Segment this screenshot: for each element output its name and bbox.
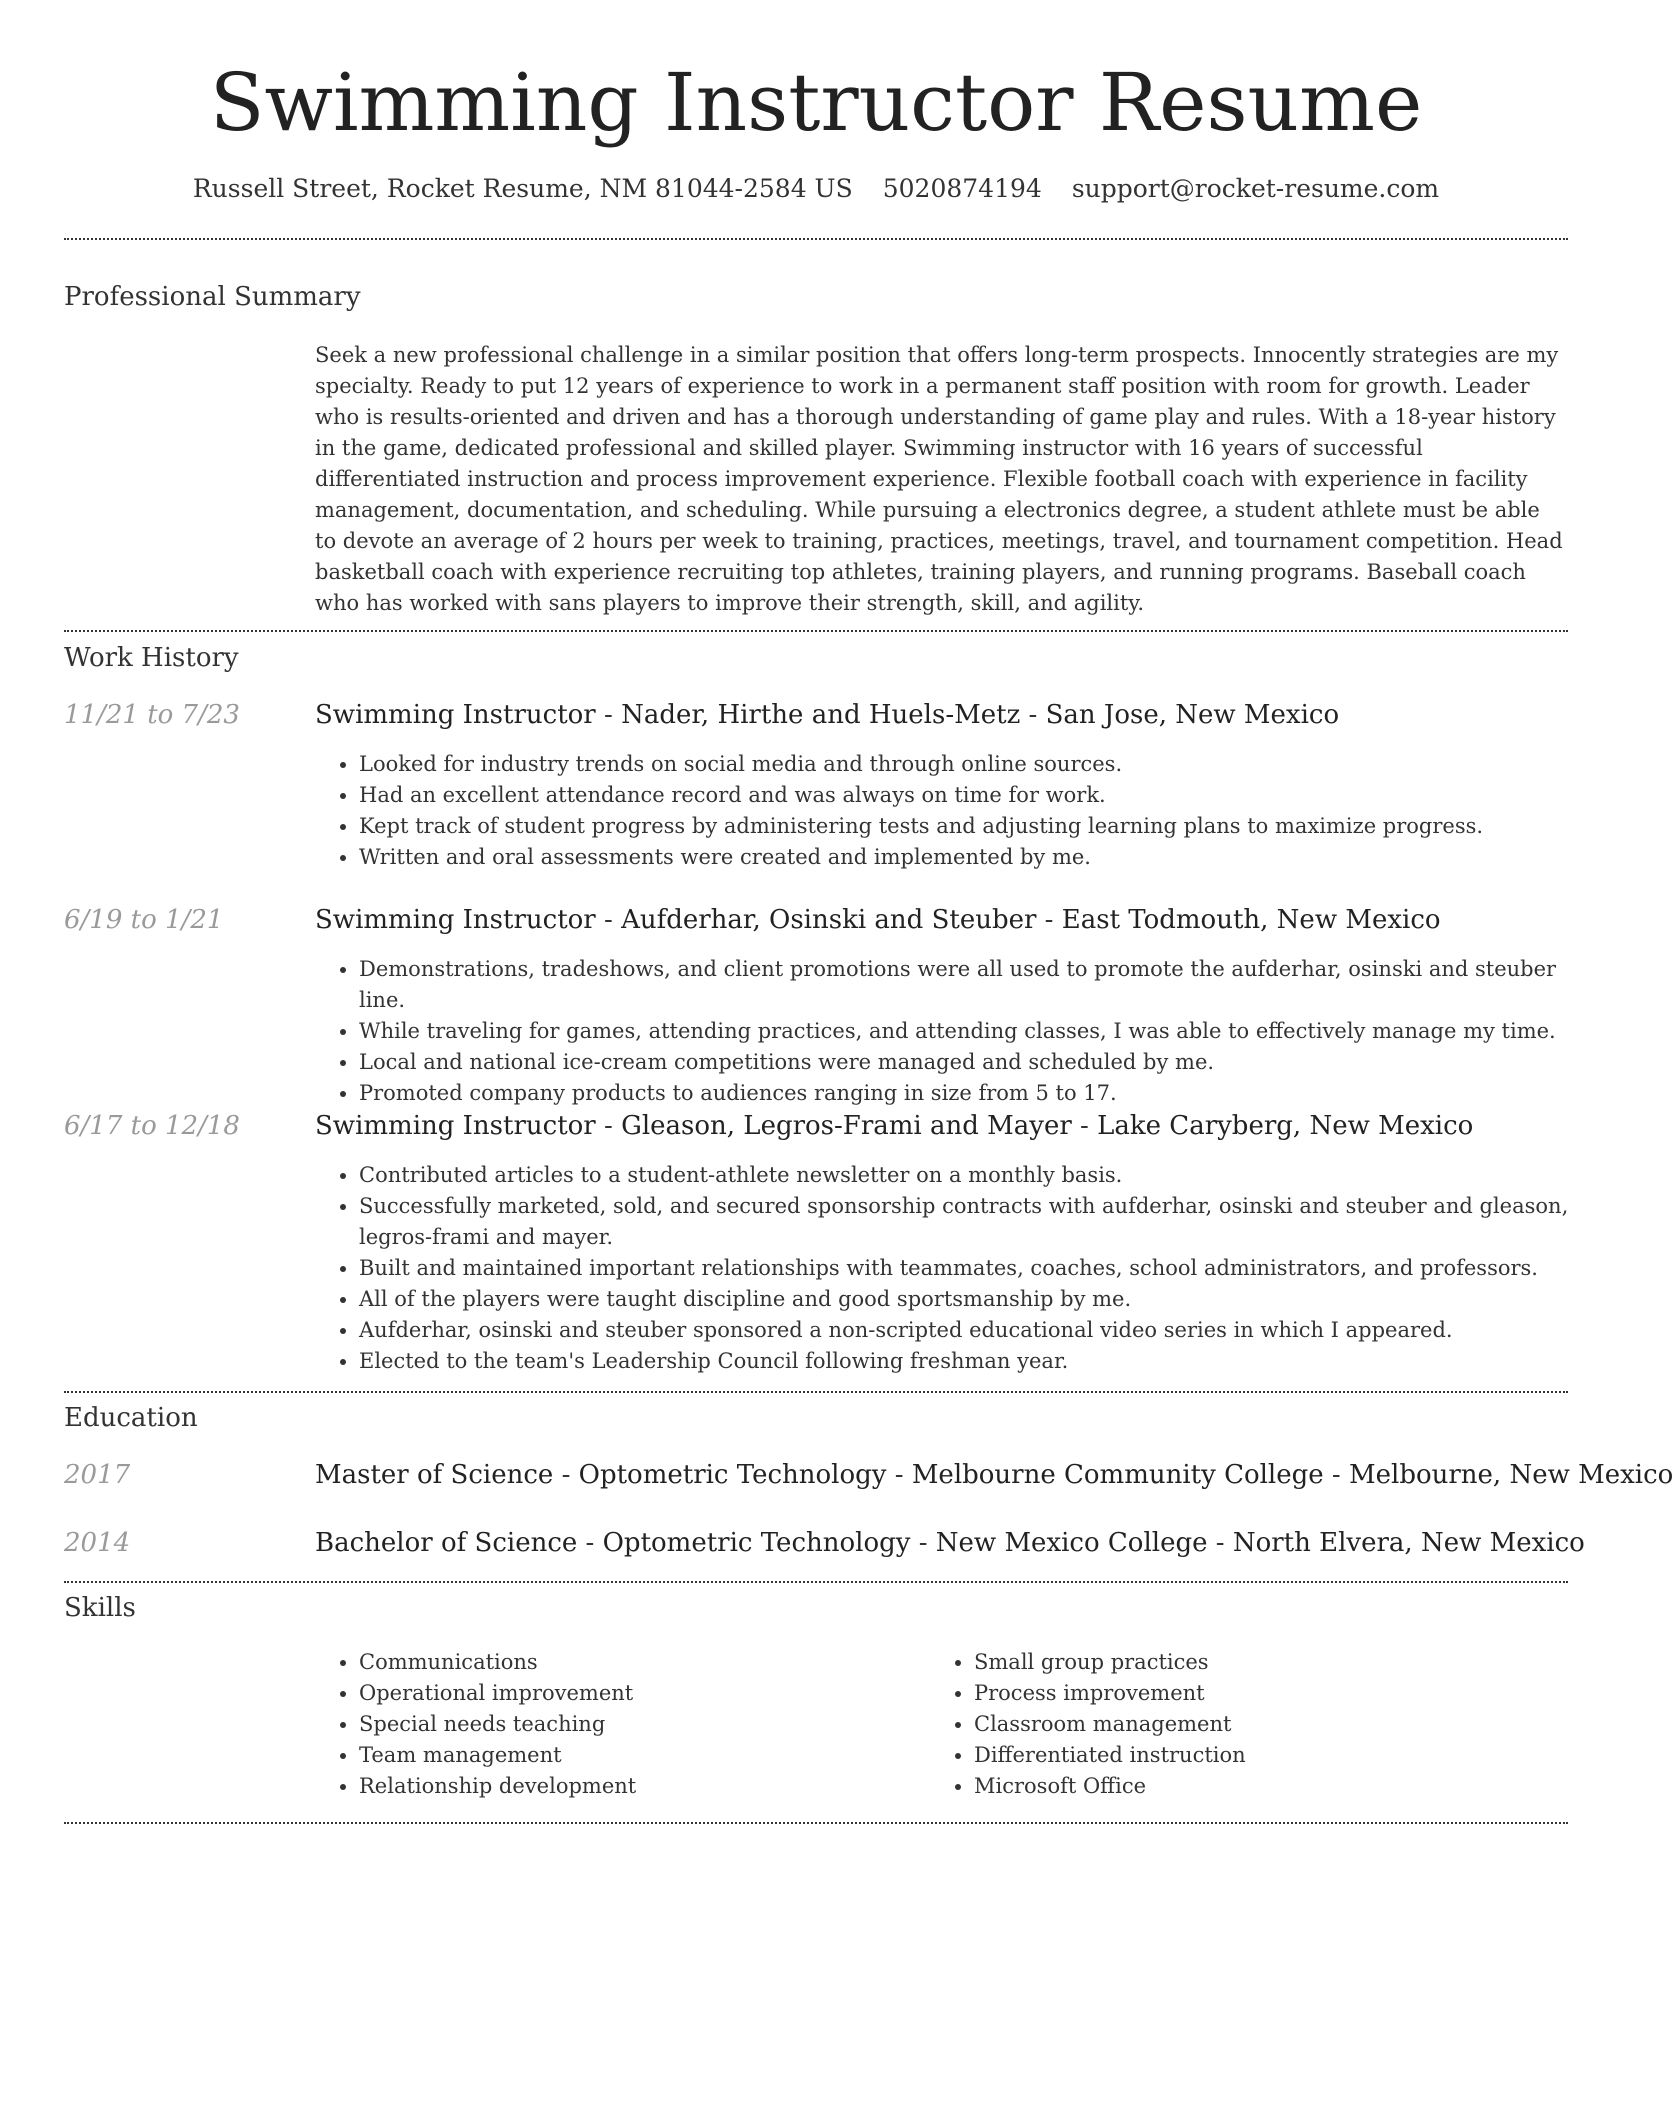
education-heading <box>315 1526 1585 1560</box>
list-item: • Successfully marketed, sold, and secured sponsorship contracts with aufderhar, osinski and steuber and gleason, legros-frami and mayer. <box>359 1191 1599 1253</box>
divider <box>64 1822 1568 1824</box>
list-item: • Looked for industry trends on social media and through online sources. <box>359 749 1599 780</box>
list-item: • Aufderhar, osinski and steuber sponsored a non-scripted educational video series in which I appeared. <box>359 1315 1599 1346</box>
education-location: Melbourne, New Mexico <box>1349 1460 1673 1490</box>
separator: - <box>910 1528 936 1558</box>
separator: - <box>595 1111 622 1141</box>
list-item: • Kept track of student progress by administering tests and adjusting learning plans to maximize progress. <box>359 811 1599 842</box>
job-title: Swimming Instructor <box>315 1111 596 1141</box>
job-location: East Todmouth, New Mexico <box>1061 905 1441 935</box>
skills-list-right <box>930 1647 1534 1802</box>
list-item: • Contributed articles to a student-athlete newsletter on a monthly basis. <box>359 1160 1599 1191</box>
job-dates: 6/19 to 1/21 <box>64 905 224 935</box>
job-company: Nader, Hirthe and Huels-Metz <box>621 700 1021 730</box>
separator: - <box>595 700 622 730</box>
education-heading <box>315 1458 1673 1492</box>
job-title: Swimming Instructor <box>315 700 596 730</box>
section-heading-education: Education <box>64 1403 198 1433</box>
separator: - <box>577 1528 603 1558</box>
job-bullets <box>315 1160 1599 1377</box>
job-dates: 11/21 to 7/23 <box>64 700 240 730</box>
skill-item: • Microsoft Office <box>974 1771 1534 1802</box>
skill-item: • Special needs teaching <box>359 1709 919 1740</box>
contact-address: Russell Street, Rocket Resume, NM 81044-2584 US <box>192 174 853 203</box>
skills-list-left <box>315 1647 919 1802</box>
list-item: • Had an excellent attendance record and was always on time for work. <box>359 780 1599 811</box>
list-item: • Demonstrations, tradeshows, and client promotions were all used to promote the aufderhar, osinski and steuber line. <box>359 954 1599 1016</box>
separator: - <box>886 1460 912 1490</box>
job-title: Swimming Instructor <box>315 905 596 935</box>
education-school: New Mexico College <box>935 1528 1208 1558</box>
skill-item: • Differentiated instruction <box>974 1740 1534 1771</box>
separator: - <box>595 905 622 935</box>
job-heading <box>315 1109 1575 1143</box>
job-company: Gleason, Legros-Frami and Mayer <box>621 1111 1072 1141</box>
job-heading <box>315 903 1575 937</box>
contact-line <box>0 172 1632 206</box>
education-year: 2014 <box>64 1528 131 1558</box>
skill-item: • Small group practices <box>974 1647 1534 1678</box>
list-item: • While traveling for games, attending practices, and attending classes, I was able to effectively manage my time. <box>359 1016 1599 1047</box>
education-field: Optometric Technology <box>602 1528 911 1558</box>
list-item: • Local and national ice-cream competitions were managed and scheduled by me. <box>359 1047 1599 1078</box>
job-company: Aufderhar, Osinski and Steuber <box>621 905 1037 935</box>
separator: - <box>1036 905 1062 935</box>
education-location: North Elvera, New Mexico <box>1232 1528 1585 1558</box>
section-heading-skills: Skills <box>64 1593 136 1623</box>
separator: - <box>1207 1528 1233 1558</box>
list-item: • Elected to the team's Leadership Council following freshman year. <box>359 1346 1599 1377</box>
divider <box>64 238 1568 240</box>
job-location: Lake Caryberg, New Mexico <box>1097 1111 1474 1141</box>
job-heading <box>315 698 1575 732</box>
skill-item: • Team management <box>359 1740 919 1771</box>
list-item: • Promoted company products to audiences ranging in size from 5 to 17. <box>359 1078 1599 1109</box>
education-school: Melbourne Community College <box>911 1460 1324 1490</box>
divider <box>64 630 1568 632</box>
skill-item: • Process improvement <box>974 1678 1534 1709</box>
job-location: San Jose, New Mexico <box>1045 700 1340 730</box>
job-bullets <box>315 954 1599 1109</box>
contact-phone: 5020874194 <box>882 174 1042 203</box>
page-title: Swimming Instructor Resume <box>209 56 1423 149</box>
separator: - <box>1071 1111 1098 1141</box>
section-heading-work-history: Work History <box>64 643 239 673</box>
list-item: • Written and oral assessments were created and implemented by me. <box>359 842 1599 873</box>
contact-email: support@rocket-resume.com <box>1071 174 1440 203</box>
list-item: • All of the players were taught discipline and good sportsmanship by me. <box>359 1284 1599 1315</box>
separator: - <box>1323 1460 1349 1490</box>
job-bullets <box>315 749 1599 873</box>
education-year: 2017 <box>64 1460 131 1490</box>
list-item: • Built and maintained important relationships with teammates, coaches, school administrators, and professors. <box>359 1253 1599 1284</box>
education-degree: Master of Science <box>315 1460 554 1490</box>
divider <box>64 1391 1568 1393</box>
separator: - <box>553 1460 579 1490</box>
job-dates: 6/17 to 12/18 <box>64 1111 240 1141</box>
skill-item: • Relationship development <box>359 1771 919 1802</box>
skill-item: • Classroom management <box>974 1709 1534 1740</box>
skill-item: • Operational improvement <box>359 1678 919 1709</box>
separator: - <box>1020 700 1046 730</box>
education-field: Optometric Technology <box>578 1460 887 1490</box>
divider <box>64 1581 1568 1583</box>
education-degree: Bachelor of Science <box>315 1528 578 1558</box>
skill-item: • Communications <box>359 1647 919 1678</box>
summary-text: Seek a new professional challenge in a similar position that offers long-term prospects. Innocently strategies are my specialty. Ready to put 12 years of experience to work in a permanent staff position with room for growth. Leader who is results-oriented and driven and has a thorough understanding of game play and rules. With a 18-year history in the game, dedicated professional and skilled player. Swimming instructor with 16 years of successful differentiated instruction and process improvement experience. Flexible football coach with experience in facility management, documentation, and scheduling. While pursuing a electronics degree, a student athlete must be able to devote an average of 2 hours per week to training, practices, meetings, travel, and tournament competition. Head basketball coach with experience recruiting top athletes, training players, and running programs. Baseball coach who has worked with sans players to improve their strength, skill, and agility. <box>315 343 1563 615</box>
section-heading-summary: Professional Summary <box>64 282 361 312</box>
